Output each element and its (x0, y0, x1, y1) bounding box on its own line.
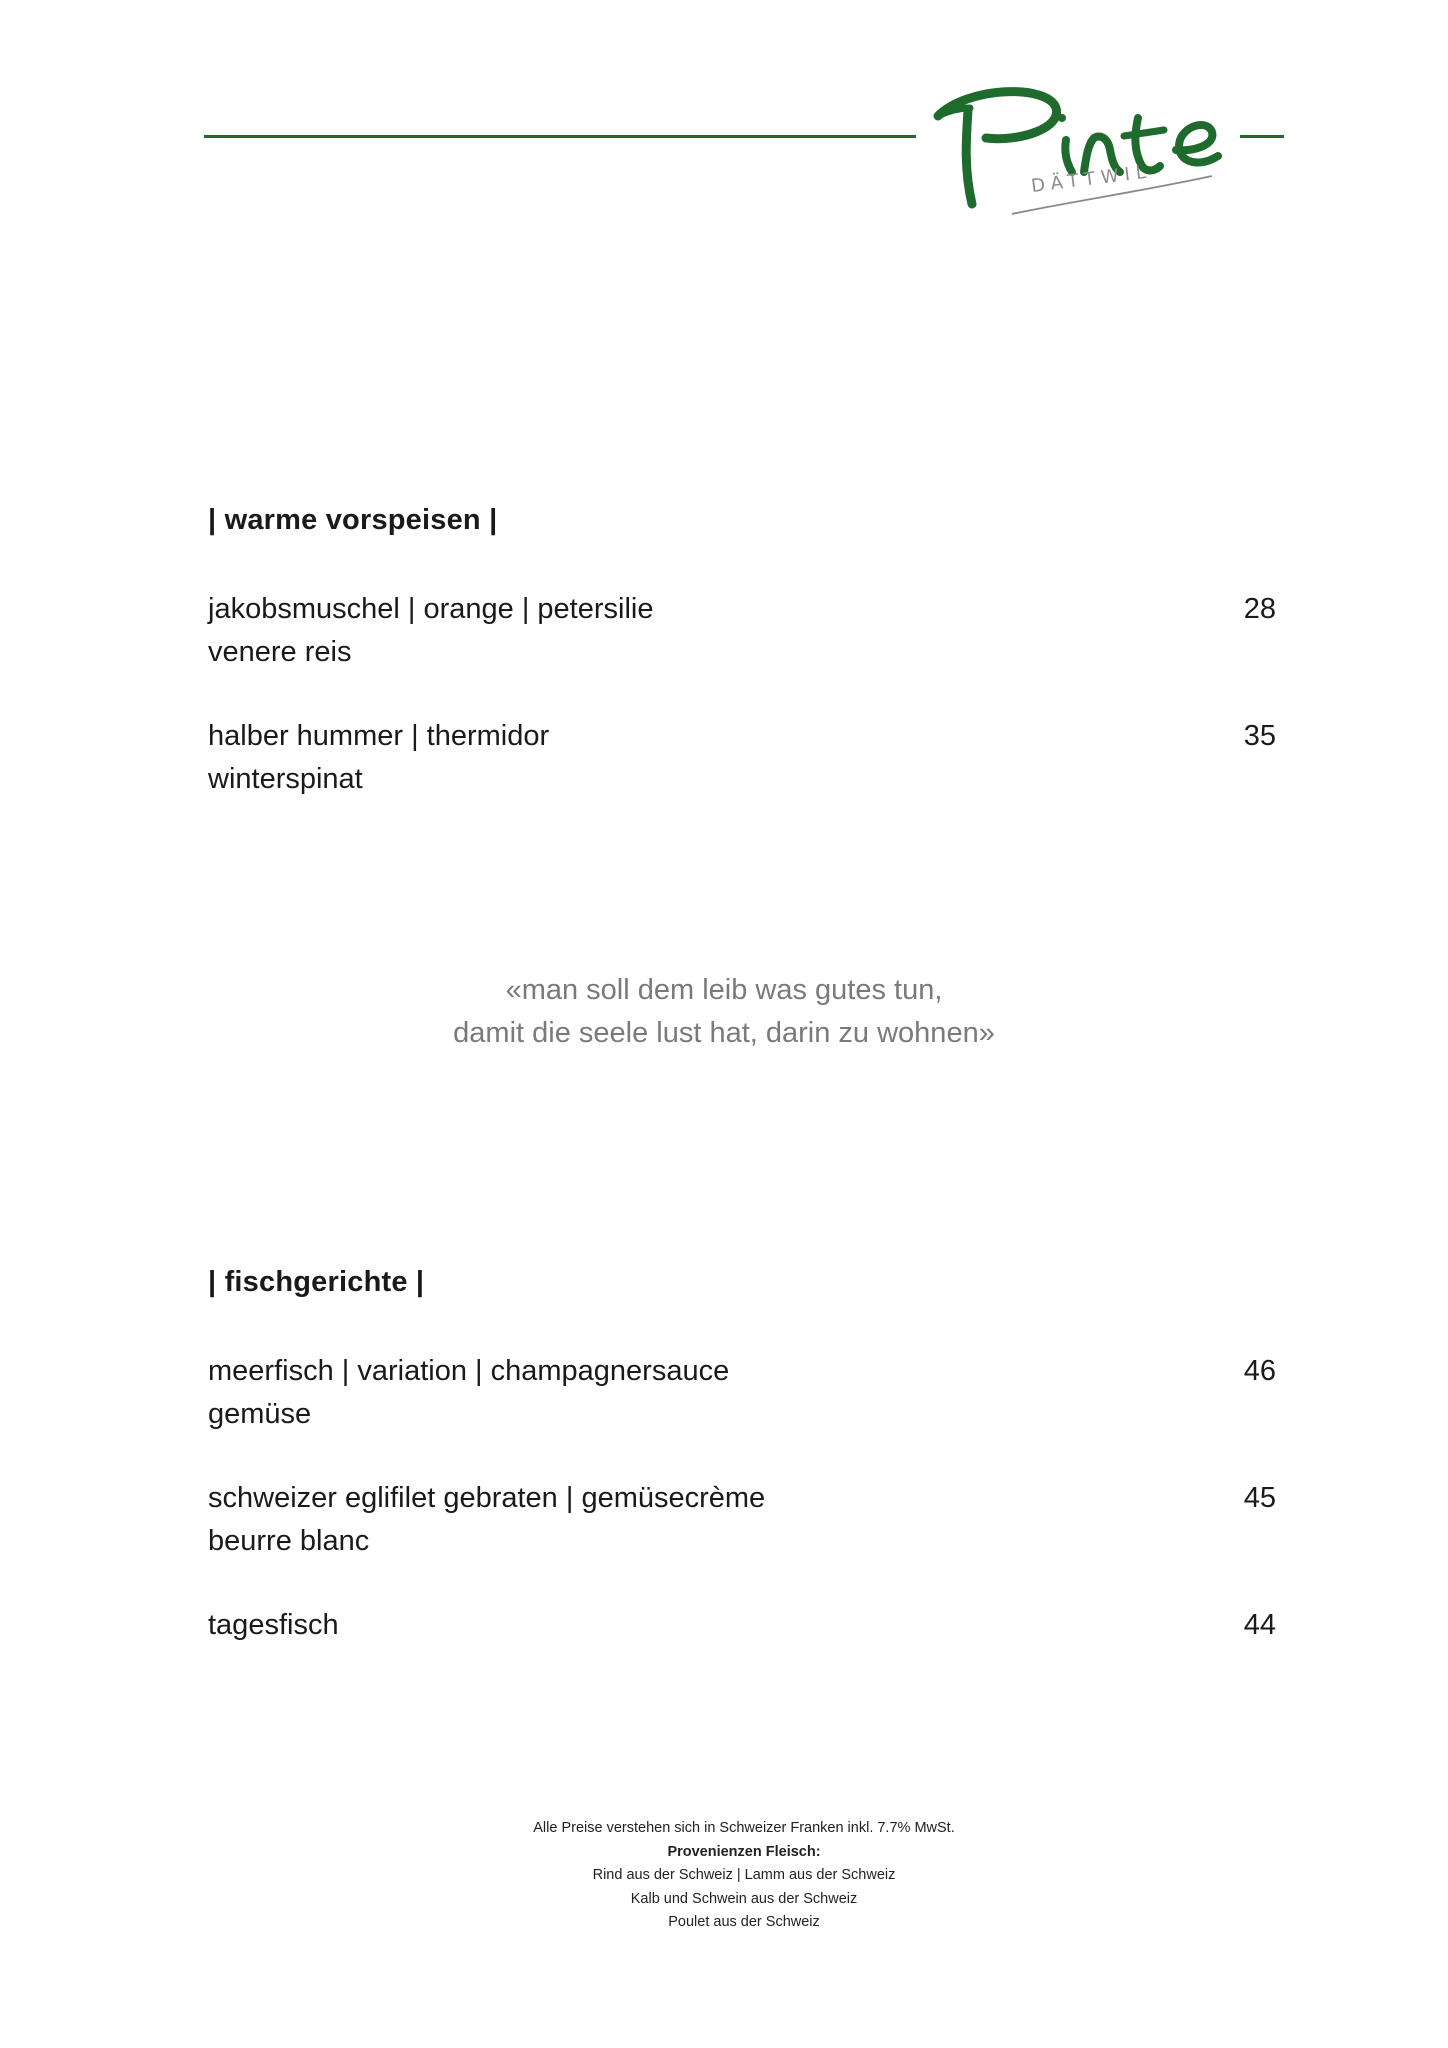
menu-quote (0, 969, 1448, 1055)
logo-location: DÄTTWIL (1030, 161, 1153, 197)
menu-item-price: 45 (1243, 1482, 1276, 1514)
quote-line-2: damit die seele lust hat, darin zu wohnen» (453, 1017, 995, 1049)
header-rule-left (204, 135, 916, 138)
footer-provenance-title: Provenienzen Fleisch: (667, 1843, 821, 1860)
menu-item-price: 46 (1243, 1355, 1276, 1387)
footer-provenance-line: Kalb und Schwein aus der Schweiz (630, 1890, 858, 1907)
section-title-warme-vorspeisen: | warme vorspeisen | (208, 504, 498, 536)
menu-item-price: 35 (1243, 720, 1276, 752)
menu-item-side: gemüse (208, 1398, 312, 1430)
menu-item (208, 1604, 1276, 1647)
menu-item-price: 28 (1243, 593, 1276, 625)
pinte-logo (928, 80, 1238, 220)
menu-item-price: 44 (1243, 1609, 1276, 1641)
footer-provenance-line: Rind aus der Schweiz | Lamm aus der Schweiz (592, 1867, 896, 1883)
menu-item-name: halber hummer | thermidor (208, 720, 550, 752)
menu-item-name: meerfisch | variation | champagnersauce (208, 1355, 730, 1387)
menu-item-side: venere reis (208, 636, 352, 668)
header-rule-right (1240, 135, 1284, 138)
menu-item (208, 588, 1276, 674)
quote-line-1: «man soll dem leib was gutes tun, (505, 974, 943, 1006)
footer-provenance-line: Poulet aus der Schweiz (668, 1914, 820, 1930)
menu-item-name: schweizer eglifilet gebraten | gemüsecrème (208, 1482, 766, 1514)
section-title-fischgerichte: | fischgerichte | (208, 1266, 425, 1298)
footer-price-note: Alle Preise verstehen sich in Schweizer Franken inkl. 7.7% MwSt. (533, 1820, 955, 1836)
menu-item (208, 715, 1276, 801)
menu-item (208, 1350, 1276, 1436)
menu-item (208, 1477, 1276, 1563)
menu-item-side: winterspinat (208, 763, 363, 795)
menu-item-side: beurre blanc (208, 1525, 370, 1557)
footer-notes (0, 1817, 1448, 1935)
menu-item-name: jakobsmuschel | orange | petersilie (208, 593, 654, 625)
menu-item-name: tagesfisch (208, 1609, 339, 1641)
